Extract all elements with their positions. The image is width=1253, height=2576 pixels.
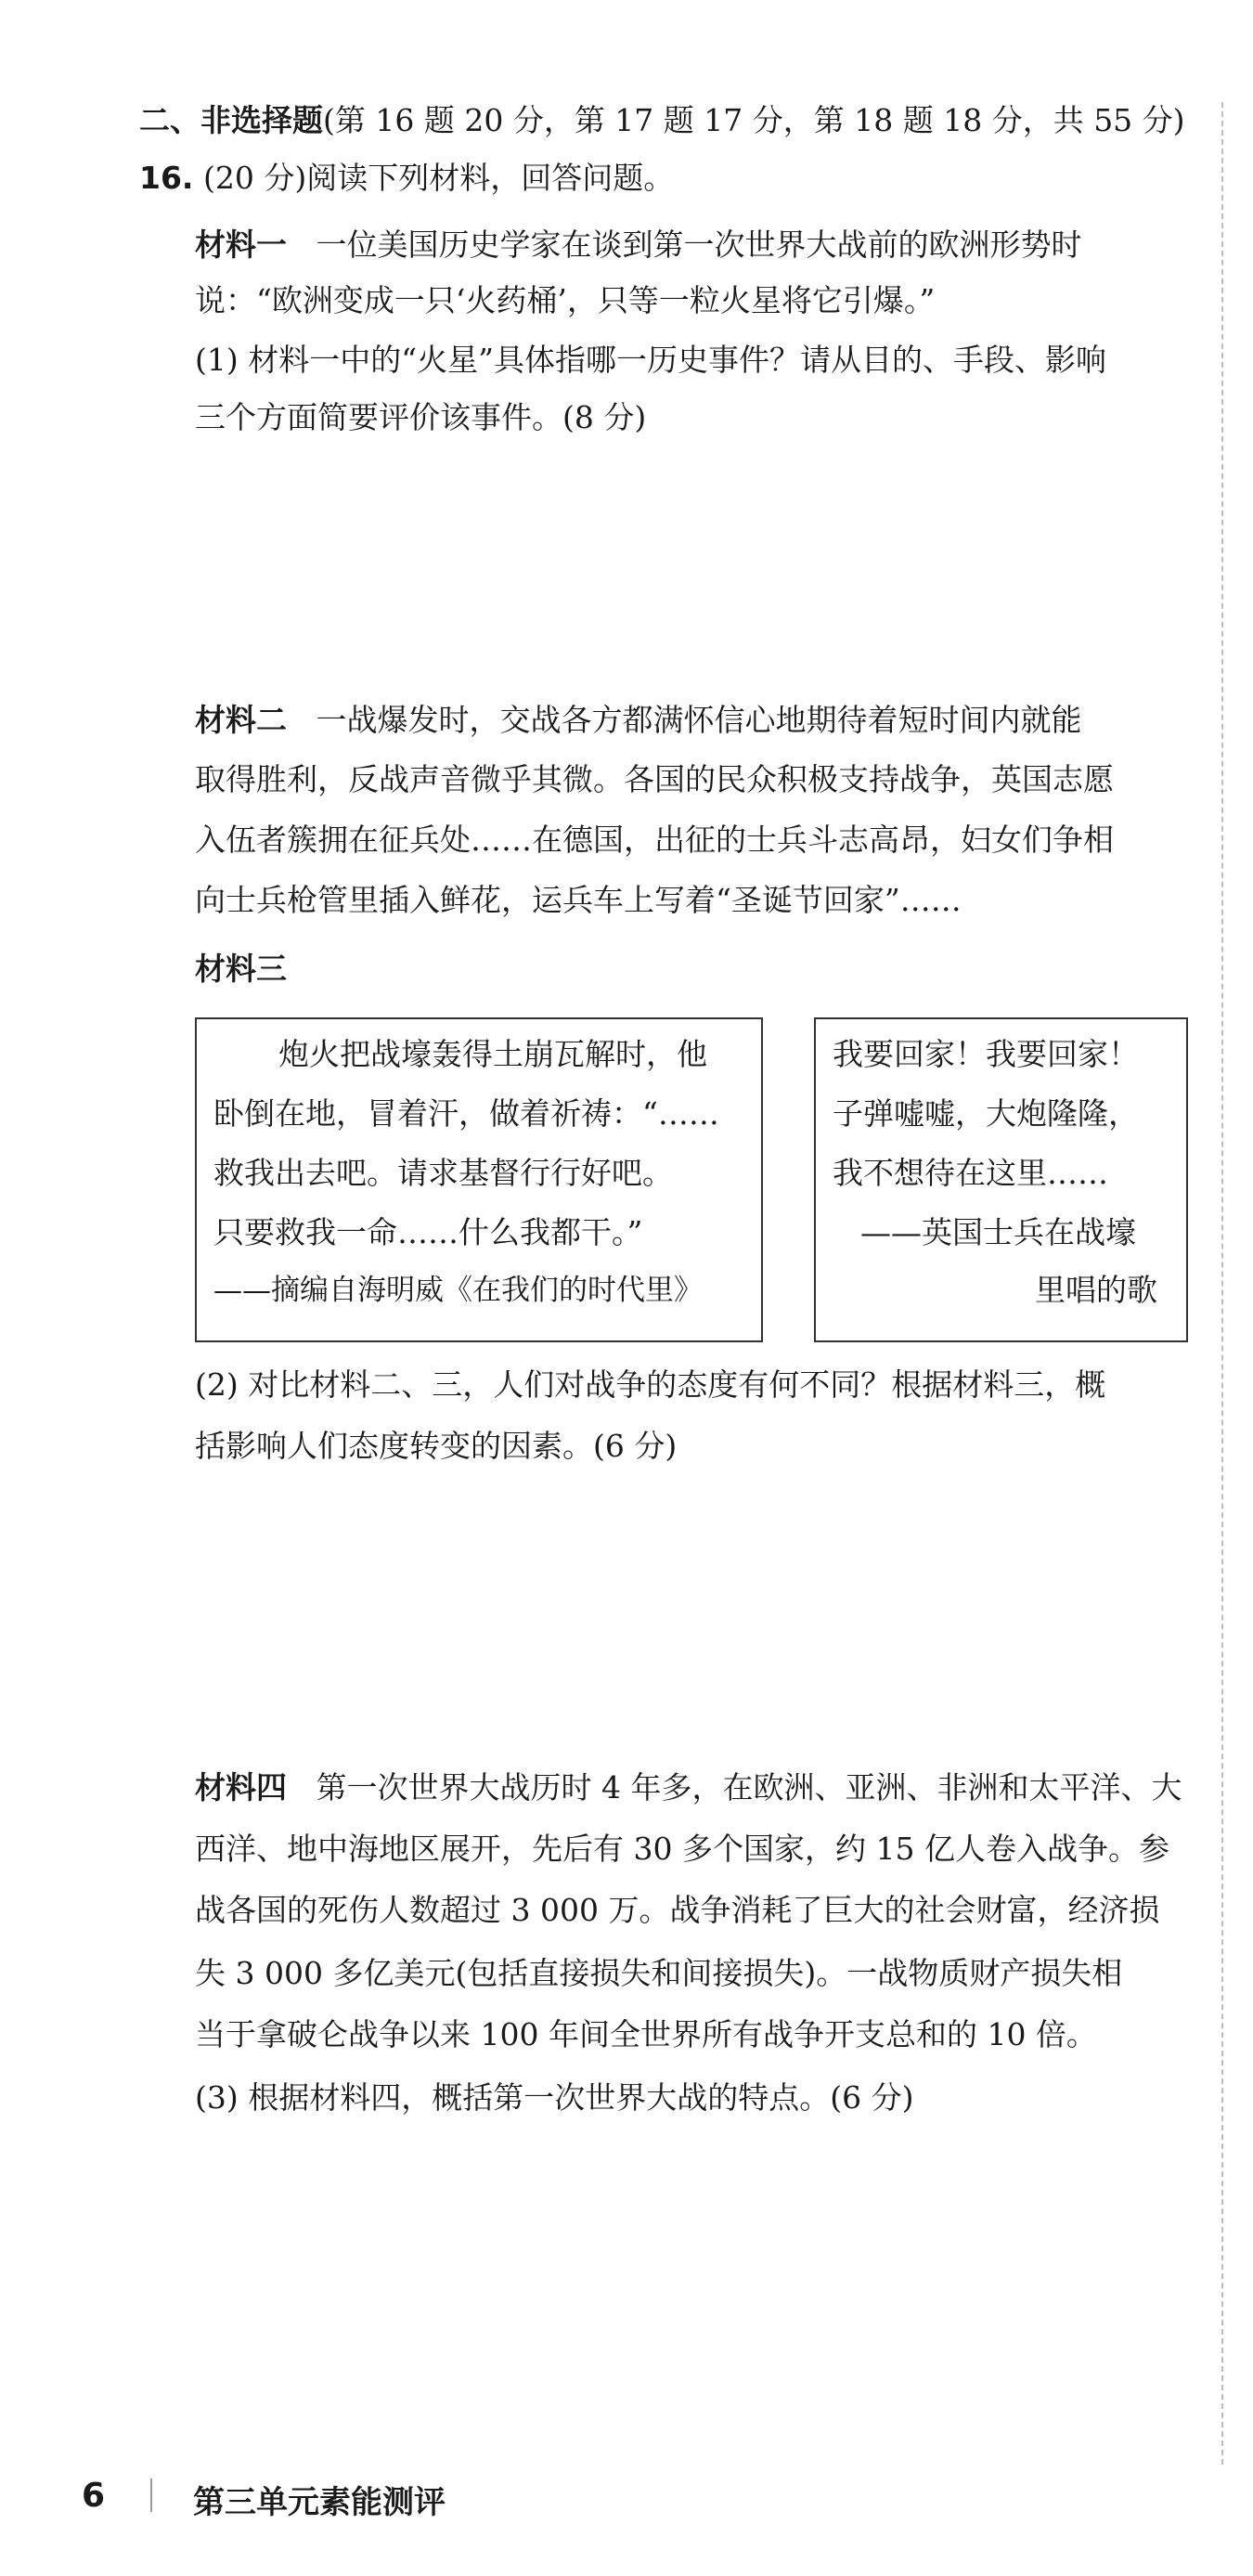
left-box-line-4: 只要救我一命……什么我都干。” — [213, 1214, 643, 1250]
page-number: 6 — [82, 2477, 106, 2515]
material-2-line-1 — [195, 702, 1081, 739]
material-1-label: 材料一 — [195, 227, 287, 263]
footer-title: 第三单元素能测评 — [193, 2484, 446, 2521]
material-1-text-1: 一位美国历史学家在谈到第一次世界大战前的欧洲形势时 — [316, 227, 1082, 263]
subquestion-2-line-2: 括影响人们态度转变的因素。(6 分) — [195, 1428, 678, 1464]
material-2-line-3: 入伍者簇拥在征兵处……在德国，出征的士兵斗志高昂，妇女们争相 — [195, 822, 1114, 858]
right-box-line-1: 我要回家！我要回家！ — [833, 1036, 1139, 1072]
material-4-line-3: 战各国的死伤人数超过 3 000 万。战争消耗了巨大的社会财富，经济损 — [195, 1892, 1160, 1928]
material-4-label: 材料四 — [195, 1769, 287, 1806]
question-intro: (20 分)阅读下列材料，回答问题。 — [202, 160, 675, 196]
material-2-line-4: 向士兵枪管里插入鲜花，运兵车上写着“圣诞节回家”…… — [195, 882, 962, 918]
material-4-text-1: 第一次世界大战历时 4 年多，在欧洲、亚洲、非洲和太平洋、大 — [316, 1769, 1182, 1806]
material-4-line-5: 当于拿破仑战争以来 100 年间全世界所有战争开支总和的 10 倍。 — [195, 2016, 1097, 2052]
right-box-source-1: ——英国士兵在战壕 — [860, 1214, 1136, 1250]
subquestion-3-line-1: (3) 根据材料四，概括第一次世界大战的特点。(6 分) — [195, 2079, 914, 2116]
right-box-line-2: 子弹嘘嘘，大炮隆隆， — [833, 1095, 1139, 1132]
material-2-text-1: 一战爆发时，交战各方都满怀信心地期待着短时间内就能 — [316, 702, 1082, 738]
subquestion-2-line-1: (2) 对比材料二、三，人们对战争的态度有何不同？根据材料三，概 — [195, 1366, 1106, 1403]
section-note: (第 16 题 20 分，第 17 题 17 分，第 18 题 18 分，共 55 分) — [323, 102, 1185, 138]
material-4-line-2: 西洋、地中海地区展开，先后有 30 多个国家，约 15 亿人卷入战争。参 — [195, 1831, 1169, 1867]
question-number: 16. — [139, 160, 194, 196]
material-4-line-1 — [195, 1769, 1182, 1806]
material-1-line-1 — [195, 227, 1081, 264]
left-box-source: ——摘编自海明威《在我们的时代里》 — [213, 1274, 703, 1307]
footer-divider — [150, 2479, 152, 2512]
subquestion-1-line-2: 三个方面简要评价该事件。(8 分) — [195, 399, 647, 435]
left-box-line-1: 炮火把战壕轰得土崩瓦解时，他 — [278, 1036, 707, 1072]
cut-line — [1221, 102, 1223, 2465]
material-3-quote-box-right — [814, 1017, 1188, 1342]
material-2-line-2: 取得胜利，反战声音微乎其微。各国的民众积极支持战争，英国志愿 — [195, 761, 1114, 797]
material-3-quote-box-left — [195, 1017, 763, 1342]
section-heading-line — [139, 102, 1185, 139]
right-box-source-2: 里唱的歌 — [1035, 1272, 1157, 1308]
material-3-label: 材料三 — [195, 951, 287, 987]
question-16-intro-line — [139, 160, 674, 197]
subquestion-1-line-1: (1) 材料一中的“火星”具体指哪一历史事件？请从目的、手段、影响 — [195, 342, 1106, 378]
left-box-line-2: 卧倒在地，冒着汗，做着祈祷：“…… — [213, 1095, 719, 1132]
right-box-line-3: 我不想待在这里…… — [833, 1155, 1108, 1191]
material-2-label: 材料二 — [195, 702, 287, 738]
section-heading: 二、非选择题 — [139, 102, 323, 138]
left-box-line-3: 救我出去吧。请求基督行行好吧。 — [213, 1155, 673, 1191]
material-1-line-2: 说：“欧洲变成一只‘火药桶’，只等一粒火星将它引爆。” — [195, 282, 936, 318]
material-4-line-4: 失 3 000 多亿美元(包括直接损失和间接损失)。一战物质财产损失相 — [195, 1955, 1123, 1991]
